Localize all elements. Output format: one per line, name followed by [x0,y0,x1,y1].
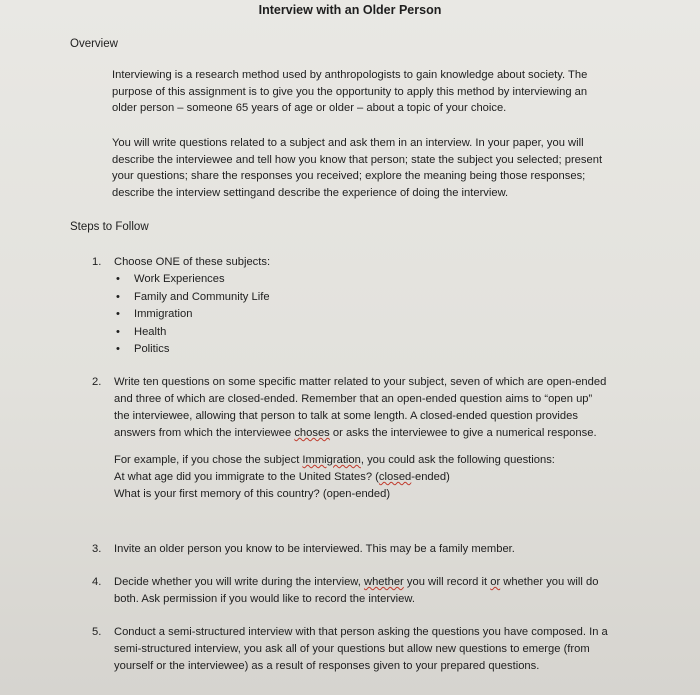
spellcheck-word: whether [363,576,404,588]
step-number: 5. [92,626,102,638]
step-number: 4. [92,576,102,588]
spellcheck-word: closed [378,471,412,483]
overview-paragraph-1: Interviewing is a research method used by anthropologists to gain knowledge about society. The purpose of this assignment is to give you the opportunity to apply this method by interviewing an older person – someone 65 years of age or older – about a topic of your choice. [112,69,588,114]
example-question-1: At what age did you immigrate to the United States? (closed-ended) [114,471,450,483]
bullet-icon: • [116,325,120,338]
steps-heading: Steps to Follow [70,221,149,233]
spellcheck-word: choses [294,427,330,439]
step-number: 3. [92,543,102,555]
subject-list [114,271,610,359]
step-1-text: Choose ONE of these subjects: [114,256,271,268]
list-item: • Family and Community Life [114,289,610,307]
bullet-icon: • [116,290,120,303]
example-question-2: What is your first memory of this country? (open-ended) [114,488,391,500]
list-item: • Work Experiences [114,271,610,289]
bullet-icon: • [116,308,120,320]
overview-paragraph-2 [112,135,612,201]
step-number: 1. [92,256,102,268]
step-4-text: Decide whether you will write during the interview, whether you will record it or whether you will do both. Ask permission if you would like to record the interview. [114,576,599,605]
overview-heading: Overview [70,38,118,50]
step-number: 2. [92,376,102,388]
step-2-text: Write ten questions on some specific matter related to your subject, seven of which are open-ended and three of which are closed-ended. Remember that an open-ended question aims to “open up” the interviewee, allowing that person to talk at some length. A closed-ended question provides answers from which the interviewee choses or asks the interviewee to give a numerical response. [114,376,607,439]
step-5-text: Conduct a semi-structured interview with that person asking the questions you have composed. In a semi-structured interview, you ask all of your questions but allow new questions to emerge (from yourself or the interviewee) as a result of responses given to your prepared questions. [114,626,608,672]
spellcheck-word: or [490,576,501,588]
document-title: Interview with an Older Person [258,3,442,17]
overview-p2-text-end: and describe the experience of doing the interview. [256,186,509,199]
list-item: • Immigration [114,306,610,324]
list-item: • Health [114,324,610,342]
overview-p2-text: You will write questions related to a subject and ask them in an interview. In your paper, you will describe the interviewee and tell how you know that person; state the subject you selected; present your questions; share the responses you received; explore the meaning being those responses; describe the interview setting [112,137,603,199]
example-intro: For example, if you chose the subject Immigration, you could ask the following questions: [114,454,555,466]
spellcheck-word: Immigration [302,454,361,466]
bullet-icon: • [116,343,120,355]
bullet-icon: • [116,273,120,285]
step-3-text: Invite an older person you know to be interviewed. This may be a family member. [114,543,515,555]
list-item: • Politics [114,341,610,359]
